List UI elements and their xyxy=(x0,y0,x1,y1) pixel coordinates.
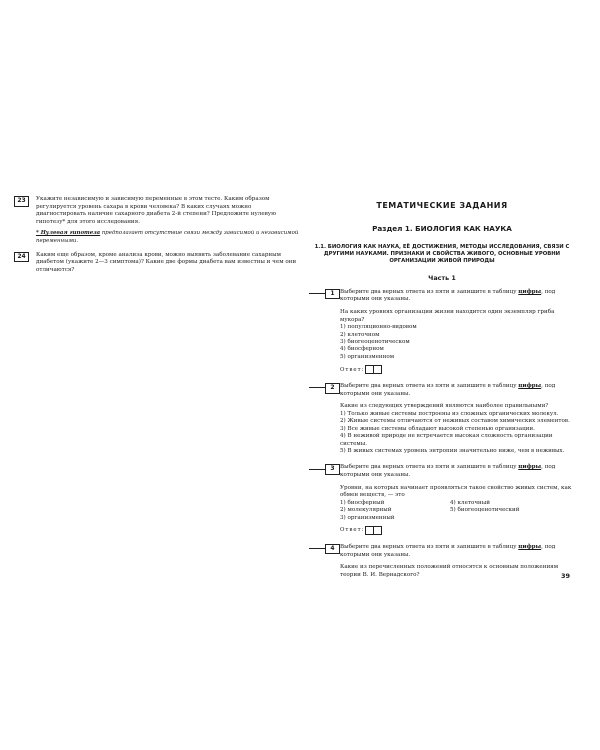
task-number: 2 xyxy=(325,383,340,394)
task-2 xyxy=(309,383,575,455)
task-24 xyxy=(14,252,300,275)
task-number: 1 xyxy=(325,289,340,300)
task-question: Уровни, на которых начинает проявляться такое свойство живых систем, как обмен веществ, — это xyxy=(340,484,572,499)
instruction-emphasis: цифры xyxy=(518,288,542,295)
footnote-term: * Нулевая гипотеза xyxy=(36,230,101,237)
answer-cell[interactable] xyxy=(365,526,374,535)
option: 2) молекулярный xyxy=(340,507,392,514)
option: 2) клеточном xyxy=(340,331,380,338)
page-number: 39 xyxy=(561,572,571,580)
instruction-emphasis: цифры xyxy=(518,383,542,390)
instruction-emphasis: цифры xyxy=(518,543,542,550)
task-rule xyxy=(309,289,325,294)
option: 4) биосферном xyxy=(340,346,384,353)
task-number: 4 xyxy=(325,544,340,555)
options-column xyxy=(450,500,560,522)
footnote-text: предполагает отсутствие связи между зависимой и независимой переменными. xyxy=(36,230,299,244)
task-rule xyxy=(309,383,325,388)
task-question: Какие из перечисленных положений относятся к основным положениям теории В. И. Вернадского? xyxy=(340,564,559,578)
option: 1) биосферный xyxy=(340,499,385,506)
task-4 xyxy=(309,544,575,579)
task-1 xyxy=(309,289,575,374)
option: 3) биогеоценотическом xyxy=(340,338,410,345)
task-rule xyxy=(309,464,325,469)
task-instruction xyxy=(340,544,575,559)
section-heading: Раздел 1. БИОЛОГИЯ КАК НАУКА xyxy=(372,224,512,233)
option: 3) Все живые системы обладают высокой степенью организации. xyxy=(340,425,535,432)
task-number: 24 xyxy=(14,252,29,263)
instruction-text: Выберите два верных ответа из пяти и запишите в таблицу xyxy=(340,464,519,471)
task-instruction xyxy=(340,464,575,479)
option: 5) В живых системах уровень энтропии значительно ниже, чем в неживых. xyxy=(340,447,565,454)
task-rule xyxy=(309,544,325,549)
task-3 xyxy=(309,464,575,535)
answer-cell[interactable] xyxy=(374,526,382,535)
option: 3) организменный xyxy=(340,514,395,521)
options-columns xyxy=(340,500,575,522)
task-text: Каким еще образом, кроме анализа крови, можно выявить заболевание сахарным диабетом (укажите 2—3 симптома)? Какие две формы диабета вам известны и чем они отличаются? xyxy=(36,251,297,273)
task-23 xyxy=(14,196,300,245)
option: 2) Живые системы отличаются от неживых составом химических элементов. xyxy=(340,418,570,425)
topic-heading: 1.1. БИОЛОГИЯ КАК НАУКА, ЕЁ ДОСТИЖЕНИЯ, МЕТОДЫ ИССЛЕДОВАНИЯ, СВЯЗИ С ДРУГИМИ НАУКАМИ. ПРИЗНАКИ И СВОЙСТВА ЖИВОГО, ОСНОВНЫЕ УРОВНИ ОРГАНИЗАЦИИ ЖИВОЙ ПРИРОДЫ xyxy=(314,244,570,264)
footnote xyxy=(36,230,300,244)
task-text: Укажите независимую и зависимую переменные в этом тесте. Каким образом регулируется уровень сахара в крови человека? В каких случаях можно диагностировать наличие сахарного диабета 2-й степени? Предложите нулевую гипотезу* для этого исследования. xyxy=(36,196,276,225)
task-number: 3 xyxy=(325,464,340,475)
task-number: 23 xyxy=(14,196,29,207)
answer-row xyxy=(340,526,575,535)
answer-row xyxy=(340,365,575,374)
instruction-text: , под которыми они указаны. xyxy=(340,288,556,303)
right-page xyxy=(309,196,575,579)
task-question: Какие из следующих утверждений являются наиболее правильными? xyxy=(340,403,549,410)
option: 4) клеточный xyxy=(450,499,490,506)
task-question: На каких уровнях организации жизни находится один экземпляр гриба мукора? xyxy=(340,308,555,323)
task-instruction xyxy=(340,383,575,398)
option: 1) популяционно-видовом xyxy=(340,324,417,331)
option: 5) биогеоценотический xyxy=(450,507,520,514)
answer-label: Ответ: xyxy=(340,527,365,534)
instruction-text: , под которыми они указаны. xyxy=(340,464,556,478)
instruction-text: Выберите два верных ответа из пяти и запишите в таблицу xyxy=(340,288,519,295)
option: 5) организменном xyxy=(340,353,395,360)
task-instruction xyxy=(340,289,575,304)
section-title: ТЕМАТИЧЕСКИЕ ЗАДАНИЯ xyxy=(376,201,508,210)
instruction-text: , под которыми они указаны. xyxy=(340,543,556,558)
part-heading: Часть 1 xyxy=(428,273,456,282)
instruction-text: , под которыми они указаны. xyxy=(340,383,556,397)
instruction-text: Выберите два верных ответа из пяти и запишите в таблицу xyxy=(340,383,519,390)
answer-cell[interactable] xyxy=(374,365,382,374)
option: 4) В неживой природе не встречается высокая сложность организации системы. xyxy=(340,433,553,447)
options-column xyxy=(340,500,450,522)
option: 1) Только живые системы построены из сложных органических молекул. xyxy=(340,410,559,417)
answer-label: Ответ: xyxy=(340,366,365,373)
instruction-text: Выберите два верных ответа из пяти и запишите в таблицу xyxy=(340,543,519,550)
answer-cell[interactable] xyxy=(365,365,374,374)
left-page xyxy=(14,196,300,275)
instruction-emphasis: цифры xyxy=(518,464,542,471)
